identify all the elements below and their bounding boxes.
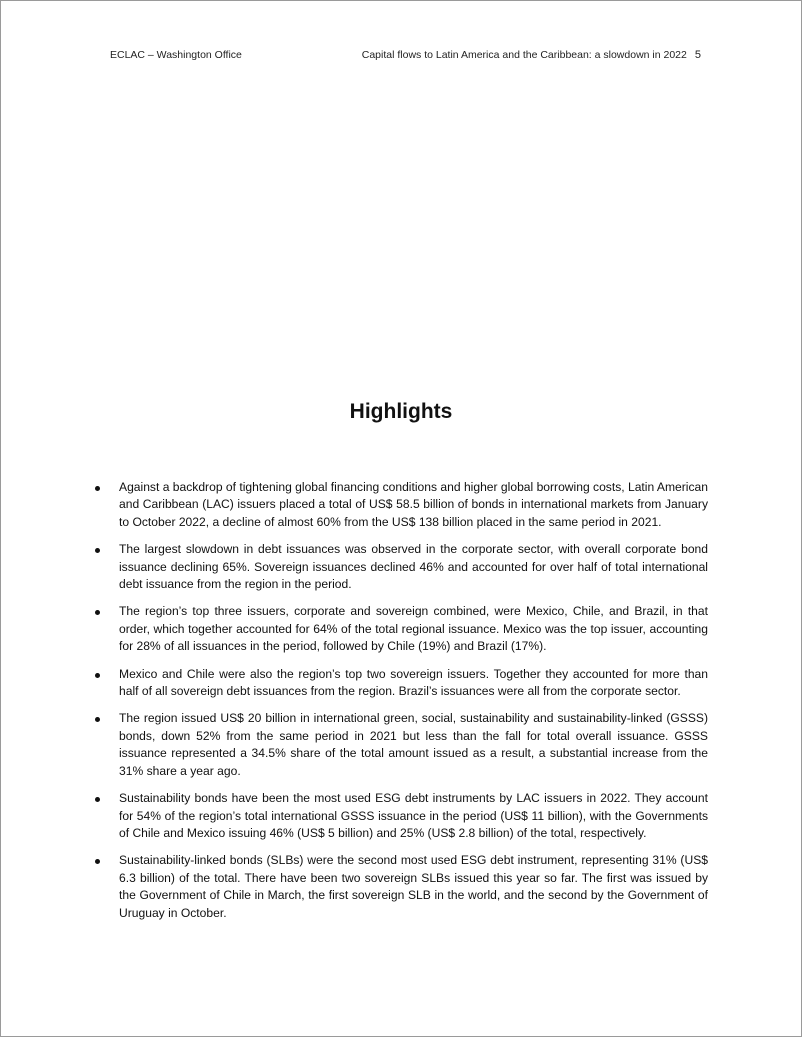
list-item: [119, 479, 708, 531]
bullet-icon: [95, 610, 100, 615]
list-item-text: Against a backdrop of tightening global financing conditions and higher global borrowing costs, Latin American and Caribbean (LAC) issuers placed a total of US$ 58.5 billion of bonds in international markets from January to October 2022, a decline of almost 60% from the US$ 138 billion placed in the same period in 2021.: [119, 480, 708, 529]
list-item-text: Mexico and Chile were also the region’s top two sovereign issuers. Together they accounted for more than half of all sovereign debt issuances from the region. Brazil’s issuances were all from the corporate sector.: [119, 666, 708, 699]
running-header-left: ECLAC – Washington Office: [110, 49, 242, 61]
bullet-icon: [95, 673, 100, 678]
list-item-text: The largest slowdown in debt issuances was observed in the corporate sector, with overall corporate bond issuance declining 65%. Sovereign issuances declined 46% and accounted for over half of total international debt issuance from the region in the period.: [119, 542, 708, 592]
bullet-icon: [95, 486, 100, 491]
list-item: [119, 790, 708, 842]
list-item-text: The region issued US$ 20 billion in international green, social, sustainability and sustainability-linked (GSSS) bonds, down 52% from the same period in 2021 but less than the fall for total overall issuance. GSSS issuance represented a 34.5% share of the total amount issued as a result, a substantial increase from the 31% share a year ago.: [119, 711, 708, 778]
list-item: [119, 852, 708, 922]
bullet-icon: [95, 548, 100, 553]
list-item-text: The region’s top three issuers, corporate and sovereign combined, were Mexico, Chile, and Brazil, in that order, which together accounted for 64% of the total regional issuance. Mexico was the top issuer, accounting for 28% of all issuances in the period, followed by Chile (19%) and Brazil (17%).: [119, 604, 708, 654]
page-number: 5: [694, 49, 701, 61]
list-item: [119, 541, 708, 593]
highlights-list: [119, 479, 708, 932]
list-item: [119, 710, 708, 780]
running-header-right: [362, 49, 701, 61]
list-item: [119, 666, 708, 701]
list-item: [119, 603, 708, 655]
bullet-icon: [95, 717, 100, 722]
running-header-title: Capital flows to Latin America and the Caribbean: a slowdown in 2022: [361, 49, 687, 61]
section-title: Highlights: [349, 400, 453, 424]
bullet-icon: [95, 859, 100, 864]
list-item-text: Sustainability bonds have been the most used ESG debt instruments by LAC issuers in 2022. They account for 54% of the region’s total international GSSS issuance in the period (US$ 11 billion), with the Governments of Chile and Mexico issuing 46% (US$ 5 billion) and 25% (US$ 2.8 billion) of the total, respectively.: [119, 791, 708, 840]
bullet-icon: [95, 797, 100, 802]
list-item-text: Sustainability-linked bonds (SLBs) were the second most used ESG debt instrument, representing 31% (US$ 6.3 billion) of the total. There have been two sovereign SLBs issued this year so far. The first was issued by the Government of Chile in March, the first sovereign SLB in the world, and the second by the Government of Uruguay in October.: [119, 853, 708, 920]
